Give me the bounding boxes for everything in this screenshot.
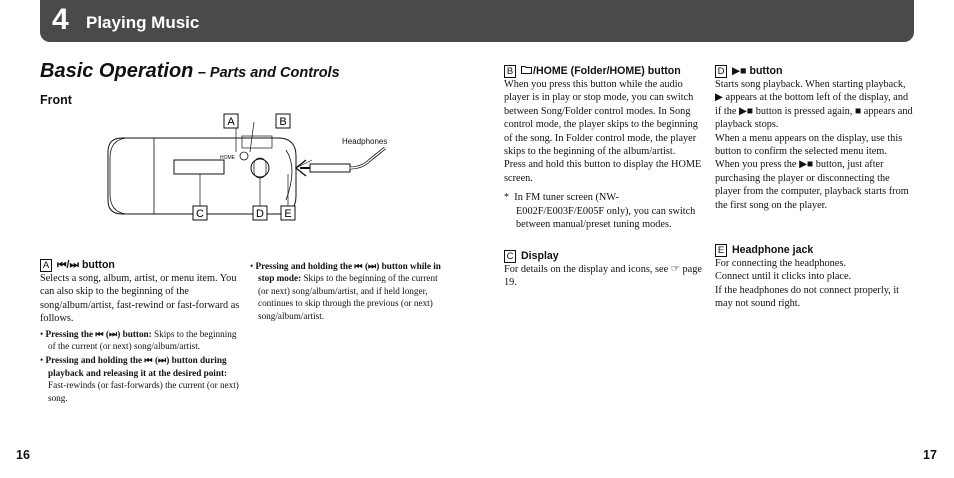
page-title-main: Basic Operation bbox=[40, 60, 194, 82]
section-d-heading bbox=[715, 64, 915, 78]
section-d-body2: When a menu appears on the display, use this button to confirm the selected menu item. bbox=[715, 132, 903, 158]
folder-icon bbox=[521, 64, 532, 78]
section-b-heading bbox=[504, 64, 702, 78]
section-d-body: Starts song playback. When starting playback, ▶ appears at the bottom left of the display, and if the ▶■ button is pressed again, ■ appears and playback stops. bbox=[715, 79, 913, 131]
callout-a bbox=[224, 114, 238, 128]
section-c-body: For details on the display and icons, see ☞ page 19. bbox=[504, 264, 702, 289]
section-a bbox=[40, 258, 240, 404]
callout-b bbox=[276, 114, 290, 128]
section-a-bullet-3: • Pressing and holding the ⏮ (⏭) button while in stop mode: Skips to the beginning of the current (or next) song/album/artist, and if held longer, continues to skip through the previous (or next) song/album/artist. bbox=[250, 261, 441, 321]
headphone-cable bbox=[350, 148, 385, 168]
chapter-number: 4 bbox=[52, 3, 69, 36]
page-number-left: 16 bbox=[16, 448, 30, 462]
section-d-letter: D bbox=[715, 65, 727, 78]
section-e-heading bbox=[715, 243, 915, 257]
section-d-title: ▶■ button bbox=[732, 65, 783, 77]
svg-text:E: E bbox=[284, 208, 292, 220]
section-b-body: When you press this button while the audio player is in play or stop mode, you can switch between Song/Folder control modes. In Song control mode, the player skips to the beginning of the song. In Folder control mode, the player skips to the beginning of the album/artist. bbox=[504, 79, 698, 158]
device-body bbox=[108, 138, 296, 214]
section-d-body3: When you press the ▶■ button, just after purchasing the player or disconnecting the player from the computer, playback starts from the first song on the player. bbox=[715, 159, 909, 211]
section-a-letter: A bbox=[40, 259, 52, 272]
section-e-letter: E bbox=[715, 244, 727, 257]
section-a-bullet-2: • Pressing and holding the ⏮ (⏭) button during playback and releasing it at the desired point: Fast-rewinds (or fast-forwards) the current (or next) song. bbox=[40, 355, 239, 403]
page-number-right: 17 bbox=[923, 448, 937, 462]
section-b-note: * In FM tuner screen (NW-E002F/E003F/E005F only), you can switch between manual/preset tuning modes. bbox=[504, 192, 696, 231]
section-a-cont bbox=[250, 258, 446, 322]
chapter-title: Playing Music bbox=[86, 13, 200, 32]
svg-text:D: D bbox=[256, 208, 264, 220]
section-e-title: Headphone jack bbox=[732, 244, 814, 256]
section-c-heading bbox=[504, 249, 702, 263]
chapter-header bbox=[40, 0, 914, 42]
section-a-heading bbox=[40, 258, 240, 272]
section-c bbox=[504, 249, 702, 290]
headphones-label: Headphones bbox=[342, 137, 388, 146]
callout-c bbox=[193, 206, 207, 220]
device-diagram bbox=[100, 108, 420, 226]
section-b-title: /HOME (Folder/HOME) button bbox=[533, 65, 681, 77]
section-b-letter: B bbox=[504, 65, 516, 78]
section-e-body: For connecting the headphones. bbox=[715, 258, 846, 269]
device-home-button bbox=[240, 152, 248, 160]
front-label: Front bbox=[40, 93, 72, 107]
headphone-plug bbox=[310, 164, 350, 172]
page-title-sub: – Parts and Controls bbox=[197, 65, 340, 81]
section-b bbox=[504, 64, 702, 231]
section-b-body2: Press and hold this button to display the HOME screen. bbox=[504, 159, 702, 184]
device-home-text: HOME bbox=[220, 155, 235, 161]
section-a-title: ⏮/⏭ button bbox=[57, 259, 115, 271]
svg-text:C: C bbox=[196, 208, 204, 220]
section-a-body: Selects a song, album, artist, or menu item. You can also skip to the beginning of the song/album/artist, fast-rewind or fast-forward as follows. bbox=[40, 273, 240, 325]
svg-text:B: B bbox=[279, 116, 287, 128]
section-d bbox=[715, 64, 915, 212]
section-e-body2: Connect until it clicks into place. bbox=[715, 271, 852, 283]
device-display bbox=[174, 160, 224, 174]
page-title bbox=[40, 60, 340, 83]
section-c-title: Display bbox=[521, 250, 559, 262]
callout-d bbox=[253, 206, 267, 220]
section-a-bullet-1: • Pressing the ⏮ (⏭) button: Skips to the beginning of the current (or next) song/album/artist. bbox=[40, 328, 237, 352]
section-e bbox=[715, 243, 915, 311]
callout-e bbox=[281, 206, 295, 220]
svg-text:A: A bbox=[227, 116, 235, 128]
section-e-body3: If the headphones do not connect properly, it may not sound right. bbox=[715, 284, 900, 310]
section-c-letter: C bbox=[504, 250, 516, 263]
